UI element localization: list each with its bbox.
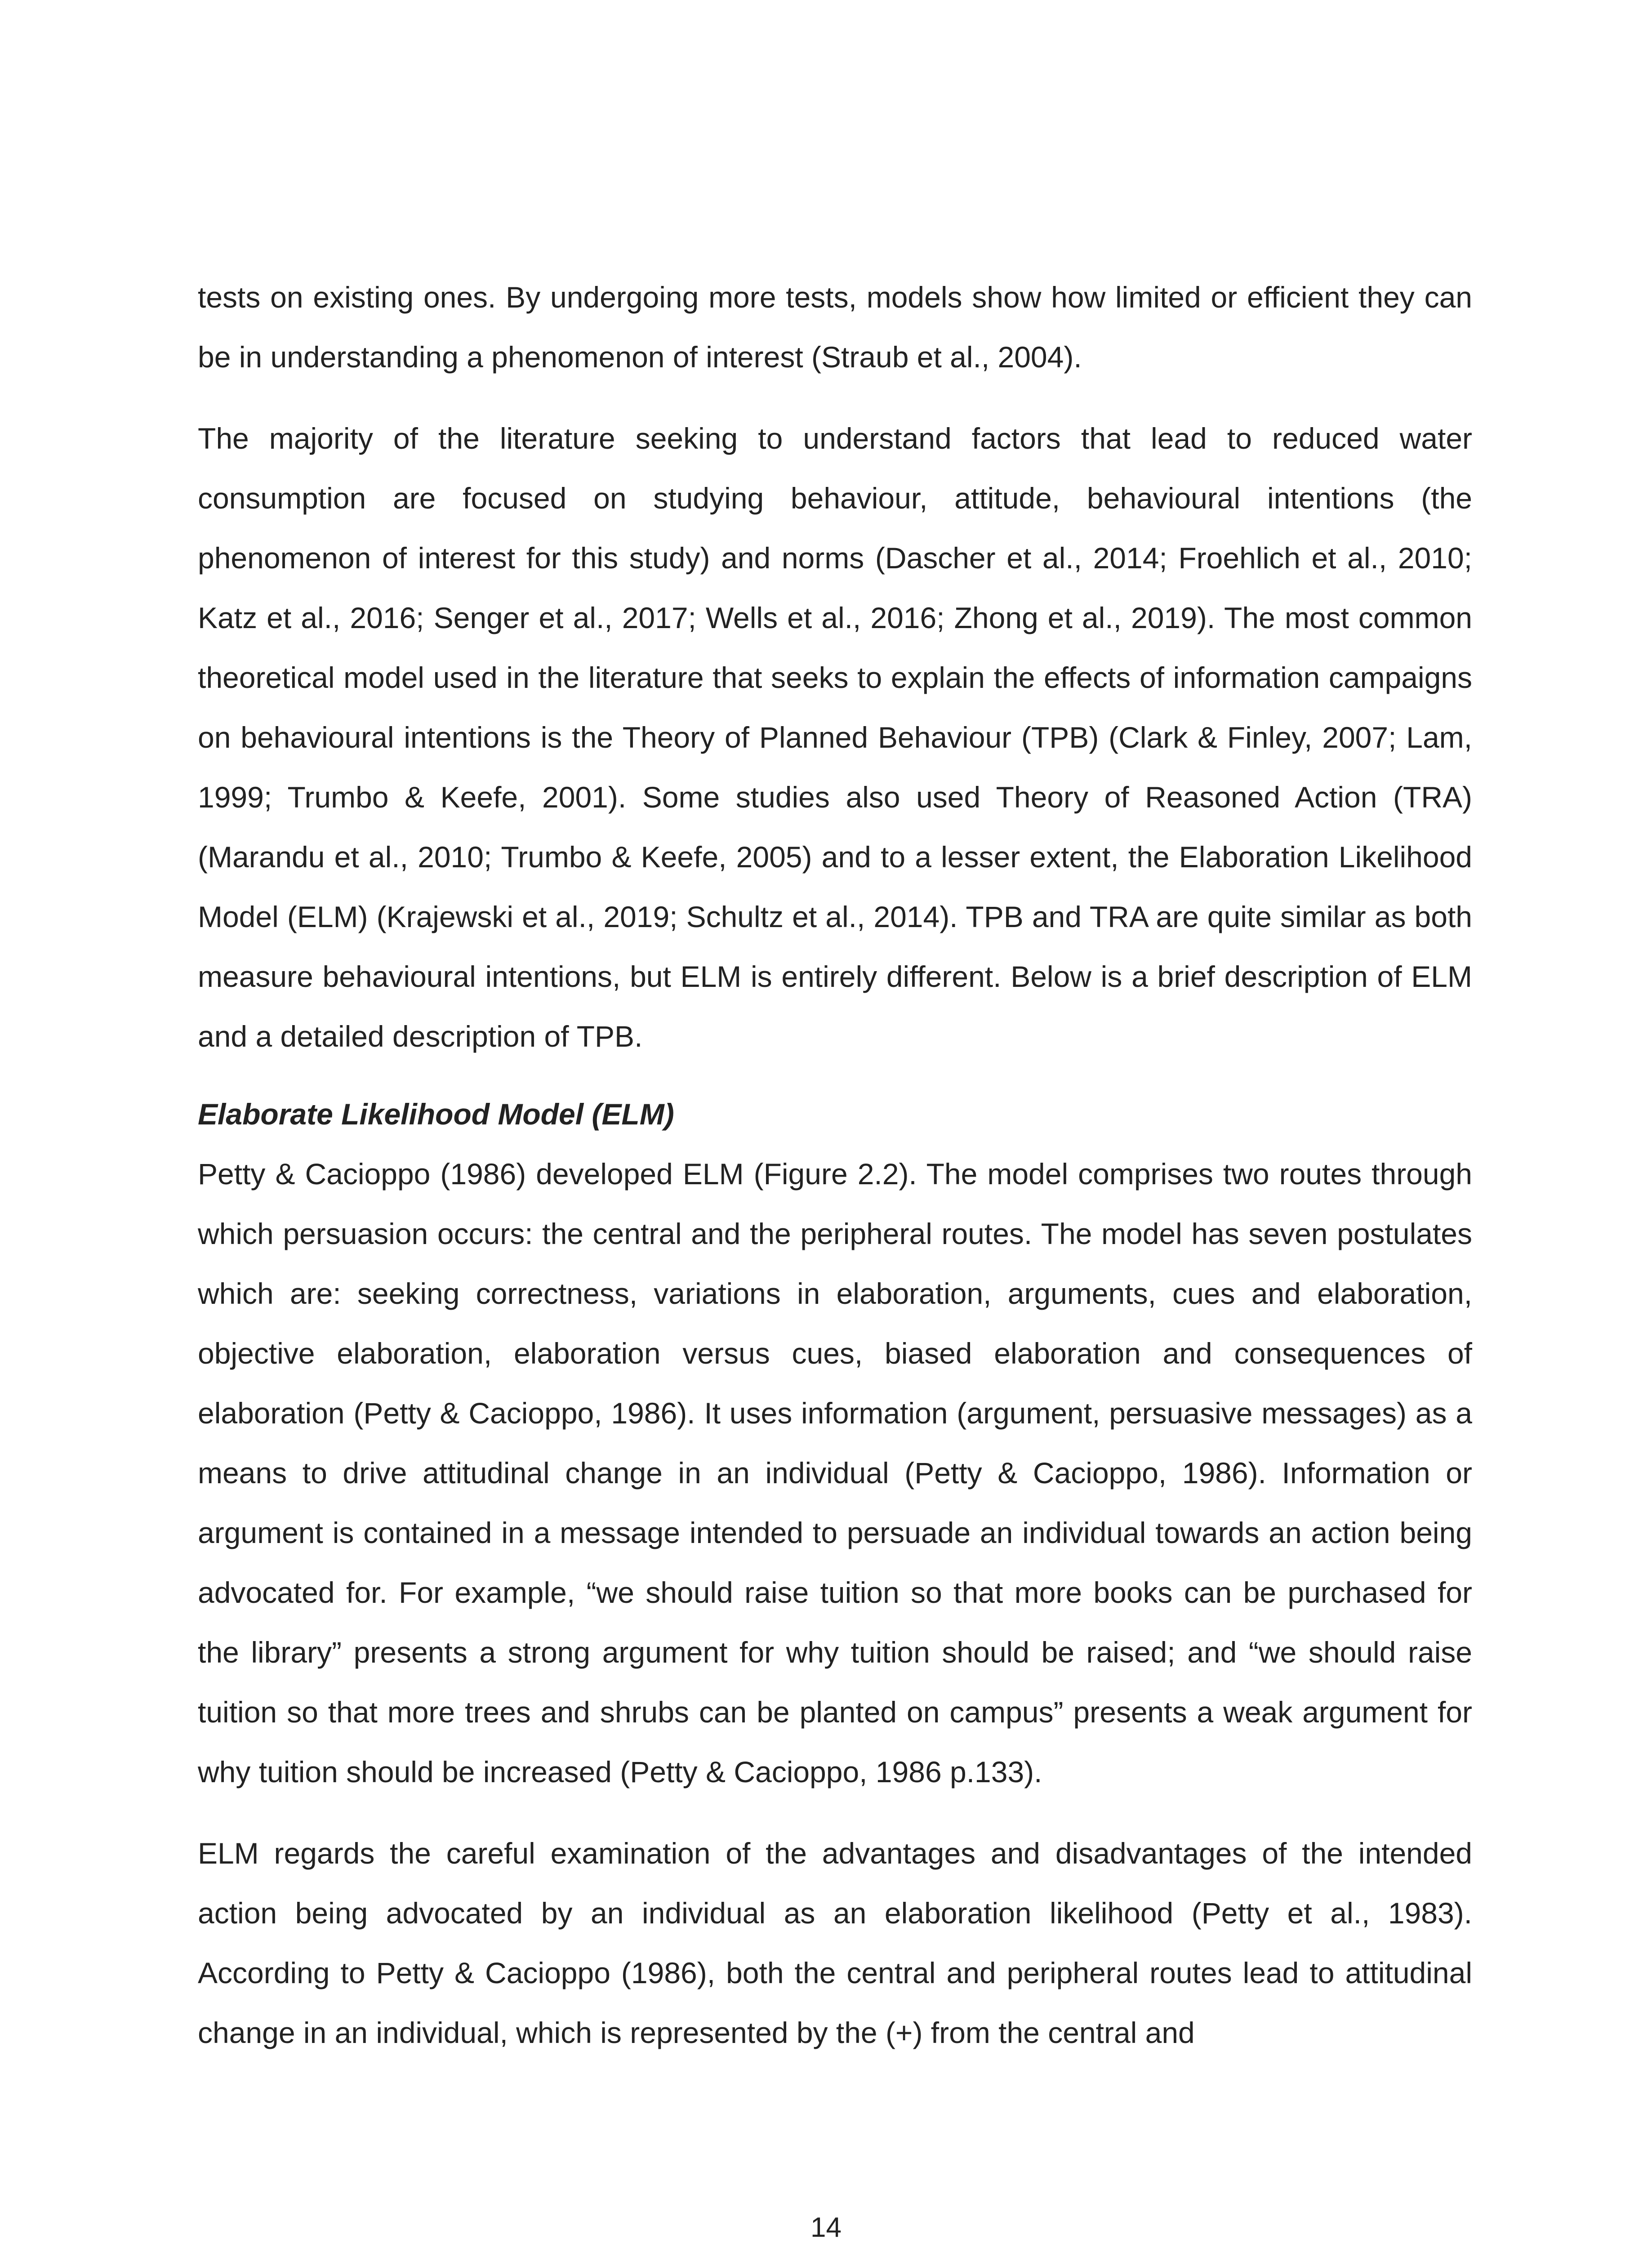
paragraph-continuation: tests on existing ones. By undergoing more tests, models show how limited or efficient they can be in understanding a phenomenon of interest (Straub et al., 2004).: [198, 281, 1472, 374]
paragraph-elm-routes: ELM regards the careful examination of the advantages and disadvantages of the intended action being advocated by an individual as an elaboration likelihood (Petty et al., 1983). According to Petty & Cacioppo (1986), both the central and peripheral routes lead to attitudinal change in an individual, which is represented by the (+) from the central and: [198, 1837, 1472, 2049]
page-body: [198, 268, 1472, 2063]
page-number: 14: [810, 2212, 842, 2243]
section-heading-elm: Elaborate Likelihood Model (ELM): [198, 1097, 674, 1131]
paragraph-elm-description: Petty & Cacioppo (1986) developed ELM (Figure 2.2). The model comprises two routes through which persuasion occurs: the central and the peripheral routes. The model has seven postulates which are: seeking correctness, variations in elaboration, arguments, cues and elaboration, objective elaboration, elaboration versus cues, biased elaboration and consequences of elaboration (Petty & Cacioppo, 1986). It uses information (argument, persuasive messages) as a means to drive attitudinal change in an individual (Petty & Cacioppo, 1986). Information or argument is contained in a message intended to persuade an individual towards an action being advocated for. For example, “we should raise tuition so that more books can be purchased for the library” presents a strong argument for why tuition should be raised; and “we should raise tuition so that more trees and shrubs can be planted on campus” presents a weak argument for why tuition should be increased (Petty & Cacioppo, 1986 p.133).: [198, 1157, 1472, 1789]
paragraph-literature-review: The majority of the literature seeking to understand factors that lead to reduced water consumption are focused on studying behaviour, attitude, behavioural intentions (the phenomenon of interest for this study) and norms (Dascher et al., 2014; Froehlich et al., 2010; Katz et al., 2016; Senger et al., 2017; Wells et al., 2016; Zhong et al., 2019). The most common theoretical model used in the literature that seeks to explain the effects of information campaigns on behavioural intentions is the Theory of Planned Behaviour (TPB) (Clark & Finley, 2007; Lam, 1999; Trumbo & Keefe, 2001). Some studies also used Theory of Reasoned Action (TRA) (Marandu et al., 2010; Trumbo & Keefe, 2005) and to a lesser extent, the Elaboration Likelihood Model (ELM) (Krajewski et al., 2019; Schultz et al., 2014). TPB and TRA are quite similar as both measure behavioural intentions, but ELM is entirely different. Below is a brief description of ELM and a detailed description of TPB.: [198, 422, 1472, 1053]
